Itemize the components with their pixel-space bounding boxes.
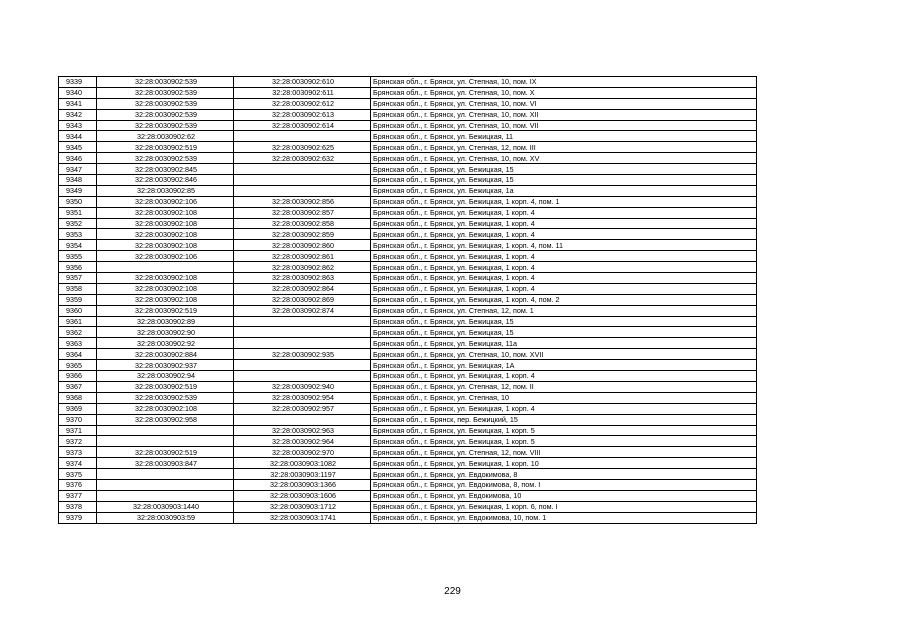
address-cell: Брянская обл., г. Брянск, ул. Степная, 10, пом. X [371, 87, 757, 98]
table-row [59, 218, 757, 229]
row-number-cell: 9363 [59, 338, 97, 349]
cadastral-number-cell: 32:28:0030903:847 [97, 458, 234, 469]
table-row [59, 414, 757, 425]
object-cadastral-number-cell: 32:28:0030902:940 [234, 381, 371, 392]
row-number-cell: 9340 [59, 87, 97, 98]
row-number-cell: 9367 [59, 381, 97, 392]
table-row [59, 164, 757, 175]
row-number-cell: 9353 [59, 229, 97, 240]
object-cadastral-number-cell: 32:28:0030902:632 [234, 153, 371, 164]
object-cadastral-number-cell [234, 131, 371, 142]
cadastral-number-cell: 32:28:0030902:519 [97, 305, 234, 316]
table-row [59, 273, 757, 284]
address-cell: Брянская обл., г. Брянск, ул. Бежицкая, 1 корп. 4 [371, 229, 757, 240]
object-cadastral-number-cell [234, 414, 371, 425]
object-cadastral-number-cell: 32:28:0030902:957 [234, 403, 371, 414]
table-row [59, 512, 757, 523]
row-number-cell: 9365 [59, 360, 97, 371]
row-number-cell: 9373 [59, 447, 97, 458]
object-cadastral-number-cell: 32:28:0030902:954 [234, 392, 371, 403]
cadastral-number-cell [97, 262, 234, 273]
row-number-cell: 9343 [59, 120, 97, 131]
cadastral-number-cell: 32:28:0030902:108 [97, 229, 234, 240]
object-cadastral-number-cell: 32:28:0030902:612 [234, 98, 371, 109]
object-cadastral-number-cell: 32:28:0030902:963 [234, 425, 371, 436]
cadastral-number-cell: 32:28:0030903:59 [97, 512, 234, 523]
object-cadastral-number-cell: 32:28:0030902:874 [234, 305, 371, 316]
address-cell: Брянская обл., г. Брянск, ул. Бежицкая, 1 корп. 4 [371, 207, 757, 218]
row-number-cell: 9379 [59, 512, 97, 523]
object-cadastral-number-cell [234, 338, 371, 349]
row-number-cell: 9355 [59, 251, 97, 262]
address-cell: Брянская обл., г. Брянск, ул. Евдокимова, 10 [371, 490, 757, 501]
table-row [59, 175, 757, 186]
cadastral-number-cell [97, 425, 234, 436]
object-cadastral-number-cell: 32:28:0030902:964 [234, 436, 371, 447]
address-cell: Брянская обл., г. Брянск, ул. Степная, 12, пом. III [371, 142, 757, 153]
object-cadastral-number-cell: 32:28:0030902:858 [234, 218, 371, 229]
row-number-cell: 9372 [59, 436, 97, 447]
object-cadastral-number-cell: 32:28:0030902:860 [234, 240, 371, 251]
object-cadastral-number-cell: 32:28:0030903:1197 [234, 469, 371, 480]
table-row [59, 458, 757, 469]
table-row [59, 360, 757, 371]
object-cadastral-number-cell [234, 164, 371, 175]
address-cell: Брянская обл., г. Брянск, ул. Бежицкая, 11 [371, 131, 757, 142]
cadastral-number-cell: 32:28:0030902:958 [97, 414, 234, 425]
cadastral-number-cell: 32:28:0030902:106 [97, 251, 234, 262]
row-number-cell: 9360 [59, 305, 97, 316]
address-cell: Брянская обл., г. Брянск, ул. Бежицкая, 1 корп. 5 [371, 436, 757, 447]
table-row [59, 305, 757, 316]
row-number-cell: 9362 [59, 327, 97, 338]
cadastral-number-cell: 32:28:0030902:106 [97, 196, 234, 207]
cadastral-number-cell [97, 469, 234, 480]
cadastral-number-cell: 32:28:0030902:519 [97, 381, 234, 392]
object-cadastral-number-cell: 32:28:0030902:863 [234, 273, 371, 284]
cadastral-number-cell [97, 436, 234, 447]
table-row [59, 371, 757, 382]
row-number-cell: 9375 [59, 469, 97, 480]
address-cell: Брянская обл., г. Брянск, ул. Бежицкая, 1 корп. 4 [371, 251, 757, 262]
address-cell: Брянская обл., г. Брянск, ул. Бежицкая, 1 корп. 4 [371, 283, 757, 294]
address-cell: Брянская обл., г. Брянск, ул. Степная, 10, пом. XII [371, 109, 757, 120]
object-cadastral-number-cell: 32:28:0030902:625 [234, 142, 371, 153]
row-number-cell: 9344 [59, 131, 97, 142]
table-row [59, 142, 757, 153]
page-number: 229 [444, 586, 461, 597]
table-row [59, 490, 757, 501]
object-cadastral-number-cell [234, 185, 371, 196]
cadastral-number-cell: 32:28:0030902:90 [97, 327, 234, 338]
cadastral-number-cell: 32:28:0030902:108 [97, 240, 234, 251]
cadastral-number-cell: 32:28:0030902:846 [97, 175, 234, 186]
row-number-cell: 9347 [59, 164, 97, 175]
address-cell: Брянская обл., г. Брянск, ул. Бежицкая, 15 [371, 316, 757, 327]
row-number-cell: 9345 [59, 142, 97, 153]
address-cell: Брянская обл., г. Брянск, ул. Бежицкая, 1 корп. 4, пом. 11 [371, 240, 757, 251]
table-row [59, 77, 757, 88]
address-cell: Брянская обл., г. Брянск, ул. Бежицкая, 11а [371, 338, 757, 349]
object-cadastral-number-cell: 32:28:0030903:1741 [234, 512, 371, 523]
cadastral-number-cell: 32:28:0030902:108 [97, 403, 234, 414]
row-number-cell: 9341 [59, 98, 97, 109]
address-cell: Брянская обл., г. Брянск, ул. Евдокимова, 8 [371, 469, 757, 480]
cadastral-number-cell: 32:28:0030903:1440 [97, 501, 234, 512]
object-cadastral-number-cell [234, 360, 371, 371]
table-row [59, 294, 757, 305]
row-number-cell: 9371 [59, 425, 97, 436]
cadastral-number-cell: 32:28:0030902:539 [97, 87, 234, 98]
object-cadastral-number-cell: 32:28:0030902:864 [234, 283, 371, 294]
address-cell: Брянская обл., г. Брянск, ул. Степная, 10, пом. IX [371, 77, 757, 88]
address-cell: Брянская обл., г. Брянск, ул. Бежицкая, 1 корп. 5 [371, 425, 757, 436]
object-cadastral-number-cell: 32:28:0030902:614 [234, 120, 371, 131]
cadastral-number-cell [97, 479, 234, 490]
object-cadastral-number-cell: 32:28:0030902:935 [234, 349, 371, 360]
object-cadastral-number-cell: 32:28:0030902:613 [234, 109, 371, 120]
address-cell: Брянская обл., г. Брянск, пер. Бежицкий, 15 [371, 414, 757, 425]
row-number-cell: 9354 [59, 240, 97, 251]
table-row [59, 207, 757, 218]
address-cell: Брянская обл., г. Брянск, ул. Степная, 10, пом. XV [371, 153, 757, 164]
cadastral-number-cell: 32:28:0030902:884 [97, 349, 234, 360]
cadastral-number-cell: 32:28:0030902:108 [97, 294, 234, 305]
address-cell: Брянская обл., г. Брянск, ул. Бежицкая, 1 корп. 4, пом. 2 [371, 294, 757, 305]
table-row [59, 381, 757, 392]
row-number-cell: 9361 [59, 316, 97, 327]
cadastral-number-cell: 32:28:0030902:539 [97, 120, 234, 131]
address-cell: Брянская обл., г. Брянск, ул. Бежицкая, 1 корп. 6, пом. I [371, 501, 757, 512]
address-cell: Брянская обл., г. Брянск, ул. Бежицкая, 1 корп. 10 [371, 458, 757, 469]
row-number-cell: 9366 [59, 371, 97, 382]
address-cell: Брянская обл., г. Брянск, ул. Бежицкая, 1а [371, 185, 757, 196]
row-number-cell: 9364 [59, 349, 97, 360]
object-cadastral-number-cell: 32:28:0030902:862 [234, 262, 371, 273]
table-row [59, 262, 757, 273]
cadastral-number-cell: 32:28:0030902:539 [97, 392, 234, 403]
cadastral-number-cell: 32:28:0030902:539 [97, 77, 234, 88]
address-cell: Брянская обл., г. Брянск, ул. Степная, 10, пом. VII [371, 120, 757, 131]
table-row [59, 153, 757, 164]
table-row [59, 120, 757, 131]
table-row [59, 327, 757, 338]
row-number-cell: 9356 [59, 262, 97, 273]
table-row [59, 98, 757, 109]
row-number-cell: 9377 [59, 490, 97, 501]
table-row [59, 196, 757, 207]
object-cadastral-number-cell [234, 175, 371, 186]
cadastral-number-cell: 32:28:0030902:539 [97, 109, 234, 120]
table-row [59, 392, 757, 403]
row-number-cell: 9378 [59, 501, 97, 512]
table-row [59, 87, 757, 98]
row-number-cell: 9351 [59, 207, 97, 218]
cadastral-number-cell: 32:28:0030902:62 [97, 131, 234, 142]
registry-table-body [59, 77, 757, 524]
address-cell: Брянская обл., г. Брянск, ул. Степная, 12, пом. 1 [371, 305, 757, 316]
table-row [59, 403, 757, 414]
object-cadastral-number-cell: 32:28:0030903:1606 [234, 490, 371, 501]
address-cell: Брянская обл., г. Брянск, ул. Бежицкая, 1 корп. 4 [371, 218, 757, 229]
object-cadastral-number-cell: 32:28:0030902:970 [234, 447, 371, 458]
address-cell: Брянская обл., г. Брянск, ул. Евдокимова, 10, пом. 1 [371, 512, 757, 523]
object-cadastral-number-cell: 32:28:0030903:1712 [234, 501, 371, 512]
object-cadastral-number-cell: 32:28:0030902:861 [234, 251, 371, 262]
table-row [59, 501, 757, 512]
address-cell: Брянская обл., г. Брянск, ул. Степная, 12, пом. VIII [371, 447, 757, 458]
cadastral-number-cell: 32:28:0030902:539 [97, 98, 234, 109]
cadastral-number-cell [97, 490, 234, 501]
row-number-cell: 9339 [59, 77, 97, 88]
table-row [59, 447, 757, 458]
address-cell: Брянская обл., г. Брянск, ул. Бежицкая, 1 корп. 4, пом. 1 [371, 196, 757, 207]
cadastral-number-cell: 32:28:0030902:519 [97, 447, 234, 458]
cadastral-number-cell: 32:28:0030902:845 [97, 164, 234, 175]
cadastral-number-cell: 32:28:0030902:108 [97, 273, 234, 284]
row-number-cell: 9359 [59, 294, 97, 305]
object-cadastral-number-cell: 32:28:0030902:856 [234, 196, 371, 207]
object-cadastral-number-cell: 32:28:0030902:610 [234, 77, 371, 88]
address-cell: Брянская обл., г. Брянск, ул. Бежицкая, 15 [371, 175, 757, 186]
address-cell: Брянская обл., г. Брянск, ул. Евдокимова, 8, пом. I [371, 479, 757, 490]
cadastral-number-cell: 32:28:0030902:92 [97, 338, 234, 349]
object-cadastral-number-cell: 32:28:0030902:611 [234, 87, 371, 98]
cadastral-number-cell: 32:28:0030902:108 [97, 207, 234, 218]
row-number-cell: 9346 [59, 153, 97, 164]
cadastral-number-cell: 32:28:0030902:937 [97, 360, 234, 371]
table-row [59, 251, 757, 262]
table-row [59, 185, 757, 196]
cadastral-number-cell: 32:28:0030902:519 [97, 142, 234, 153]
object-cadastral-number-cell: 32:28:0030902:869 [234, 294, 371, 305]
address-cell: Брянская обл., г. Брянск, ул. Бежицкая, 1А [371, 360, 757, 371]
registry-table [58, 76, 757, 524]
address-cell: Брянская обл., г. Брянск, ул. Бежицкая, 1 корп. 4 [371, 371, 757, 382]
address-cell: Брянская обл., г. Брянск, ул. Бежицкая, 1 корп. 4 [371, 403, 757, 414]
table-row [59, 479, 757, 490]
row-number-cell: 9342 [59, 109, 97, 120]
table-row [59, 240, 757, 251]
address-cell: Брянская обл., г. Брянск, ул. Бежицкая, 1 корп. 4 [371, 262, 757, 273]
object-cadastral-number-cell [234, 316, 371, 327]
table-row [59, 229, 757, 240]
table-row [59, 338, 757, 349]
object-cadastral-number-cell: 32:28:0030902:857 [234, 207, 371, 218]
address-cell: Брянская обл., г. Брянск, ул. Степная, 12, пом. II [371, 381, 757, 392]
table-row [59, 469, 757, 480]
object-cadastral-number-cell: 32:28:0030903:1082 [234, 458, 371, 469]
address-cell: Брянская обл., г. Брянск, ул. Бежицкая, 15 [371, 164, 757, 175]
table-row [59, 283, 757, 294]
cadastral-number-cell: 32:28:0030902:539 [97, 153, 234, 164]
table-row [59, 316, 757, 327]
object-cadastral-number-cell [234, 327, 371, 338]
object-cadastral-number-cell: 32:28:0030903:1366 [234, 479, 371, 490]
table-row [59, 109, 757, 120]
cadastral-number-cell: 32:28:0030902:89 [97, 316, 234, 327]
row-number-cell: 9349 [59, 185, 97, 196]
cadastral-number-cell: 32:28:0030902:94 [97, 371, 234, 382]
row-number-cell: 9368 [59, 392, 97, 403]
address-cell: Брянская обл., г. Брянск, ул. Степная, 10, пом. XVII [371, 349, 757, 360]
address-cell: Брянская обл., г. Брянск, ул. Бежицкая, 15 [371, 327, 757, 338]
cadastral-number-cell: 32:28:0030902:108 [97, 218, 234, 229]
row-number-cell: 9350 [59, 196, 97, 207]
table-row [59, 436, 757, 447]
row-number-cell: 9370 [59, 414, 97, 425]
row-number-cell: 9374 [59, 458, 97, 469]
cadastral-number-cell: 32:28:0030902:108 [97, 283, 234, 294]
row-number-cell: 9358 [59, 283, 97, 294]
row-number-cell: 9376 [59, 479, 97, 490]
table-row [59, 131, 757, 142]
object-cadastral-number-cell [234, 371, 371, 382]
object-cadastral-number-cell: 32:28:0030902:859 [234, 229, 371, 240]
table-row [59, 349, 757, 360]
row-number-cell: 9357 [59, 273, 97, 284]
address-cell: Брянская обл., г. Брянск, ул. Степная, 10 [371, 392, 757, 403]
address-cell: Брянская обл., г. Брянск, ул. Бежицкая, 1 корп. 4 [371, 273, 757, 284]
row-number-cell: 9348 [59, 175, 97, 186]
row-number-cell: 9352 [59, 218, 97, 229]
cadastral-number-cell: 32:28:0030902:85 [97, 185, 234, 196]
row-number-cell: 9369 [59, 403, 97, 414]
table-row [59, 425, 757, 436]
address-cell: Брянская обл., г. Брянск, ул. Степная, 10, пом. VI [371, 98, 757, 109]
